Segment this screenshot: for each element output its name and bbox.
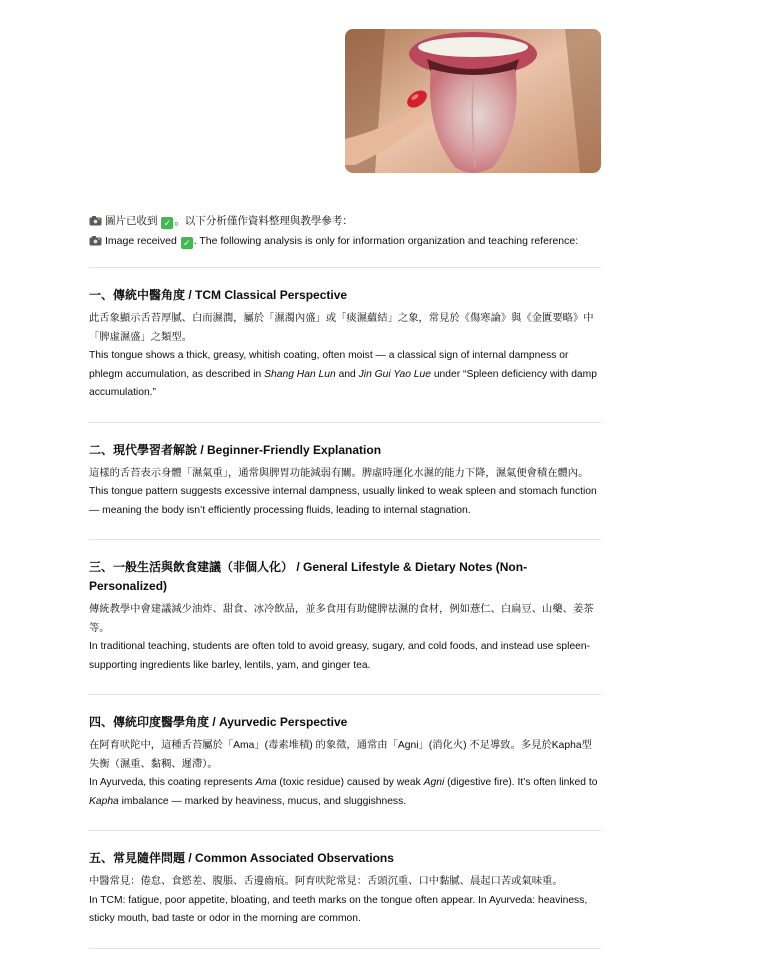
intro-en-text-2: . The following analysis is only for information organization and teaching reference: xyxy=(193,235,579,247)
section-title: 三、一般生活與飲食建議（非個人化） / General Lifestyle & Dietary Notes (Non-Personalized) xyxy=(89,560,528,593)
section-text-en xyxy=(89,347,601,403)
italic-term: Agni xyxy=(423,777,445,788)
intro-line-zh xyxy=(89,211,601,231)
section-text-zh: 中醫常見：倦怠、食慾差、腹脹、舌邊齒痕。阿育吠陀常見：舌頭沉重、口中黏膩、晨起口苦或氣味重。 xyxy=(89,876,563,887)
text-run: imbalance — marked by heaviness, mucus, and sluggishness. xyxy=(118,795,407,807)
section-tcm xyxy=(89,268,601,403)
section-title: 二、現代學習者解說 / Beginner-Friendly Explanation xyxy=(89,442,382,457)
section-beginner xyxy=(89,423,601,521)
intro-zh-text-1: 圖片已收到 xyxy=(105,215,158,227)
camera-flash-icon xyxy=(89,215,102,226)
tongue-photo[interactable] xyxy=(345,29,601,173)
assistant-message xyxy=(89,211,601,949)
intro-en-text-1: Image received xyxy=(105,235,177,247)
tongue-photo-illustration xyxy=(345,29,601,173)
section-text-zh: 在阿育吠陀中，這種舌苔屬於「Ama」(毒素堆積) 的象徵，通常由「Agni」(消化火) 不足導致。多見於Kapha型失衡（濕重、黏稠、遲滯）。 xyxy=(89,740,592,770)
italic-term: Kapha xyxy=(89,795,119,807)
text-run: and xyxy=(335,368,359,380)
text-run: This tongue shows a thick, greasy, whitish coating, often moist — a classical sign of internal dampness or phlegm accumulation, as described in xyxy=(89,350,569,380)
text-run: In traditional teaching, students are often told to avoid greasy, sugary, and cold foods, and instead use spleen-supporting ingredients like barley, lentils, yam, and ginger tea. xyxy=(89,641,591,671)
text-run: (digestive fire). It’s often linked to xyxy=(444,777,598,788)
italic-term: Jin Gui Yao Lue xyxy=(358,368,431,380)
section-text-en xyxy=(89,638,601,675)
divider xyxy=(89,948,601,949)
text-run: This tongue pattern suggests excessive internal dampness, usually linked to weak spleen and stomach function — meaning the body isn’t efficiently processing fluids, leading to internal stagnation. xyxy=(89,486,597,516)
camera-flash-icon xyxy=(89,235,102,246)
text-run: (toxic residue) caused by weak xyxy=(276,777,424,788)
check-mark-icon: ✓ xyxy=(181,237,193,249)
section-ayurveda xyxy=(89,695,601,811)
check-mark-icon: ✓ xyxy=(161,217,173,229)
section-text-en xyxy=(89,483,601,520)
section-title: 五、常見隨伴問題 / Common Associated Observations xyxy=(89,851,394,865)
intro-line-en xyxy=(89,231,601,251)
intro xyxy=(89,211,601,251)
section-text-zh: 此舌象顯示舌苔厚膩、白而濕潤，屬於「濕濁內盛」或「痰濕蘊結」之象，常見於《傷寒論》與《金匱要略》中「脾虛濕盛」之類型。 xyxy=(89,313,594,343)
section-text-zh: 傳統教學中會建議減少油炸、甜食、冰冷飲品，並多食用有助健脾祛濕的食材，例如薏仁、白扁豆、山藥、姜茶等。 xyxy=(89,604,594,634)
section-title: 四、傳統印度醫學角度 / Ayurvedic Perspective xyxy=(89,715,348,729)
intro-zh-text-2: 。以下分析僅作資料整理與教學參考： xyxy=(174,215,353,227)
section-text-en xyxy=(89,892,601,929)
text-run: In Ayurveda, this coating represents xyxy=(89,777,256,788)
italic-term: Shang Han Lun xyxy=(264,368,336,380)
text-run: under “Spleen deficiency with damp accumulation.” xyxy=(89,368,597,398)
section-observations xyxy=(89,831,601,929)
section-text-zh: 這樣的舌苔表示身體「濕氣重」，通常與脾胃功能減弱有關。脾虛時運化水濕的能力下降，濕氣便會積在體內。 xyxy=(89,467,589,479)
text-run: In TCM: fatigue, poor appetite, bloating, and teeth marks on the tongue often appear. In Ayurveda: heaviness, sticky mouth, bad taste or odor in the morning are common. xyxy=(89,894,588,924)
italic-term: Ama xyxy=(255,777,277,788)
section-text-en xyxy=(89,774,601,811)
section-lifestyle xyxy=(89,540,601,675)
section-title: 一、傳統中醫角度 / TCM Classical Perspective xyxy=(89,288,348,302)
